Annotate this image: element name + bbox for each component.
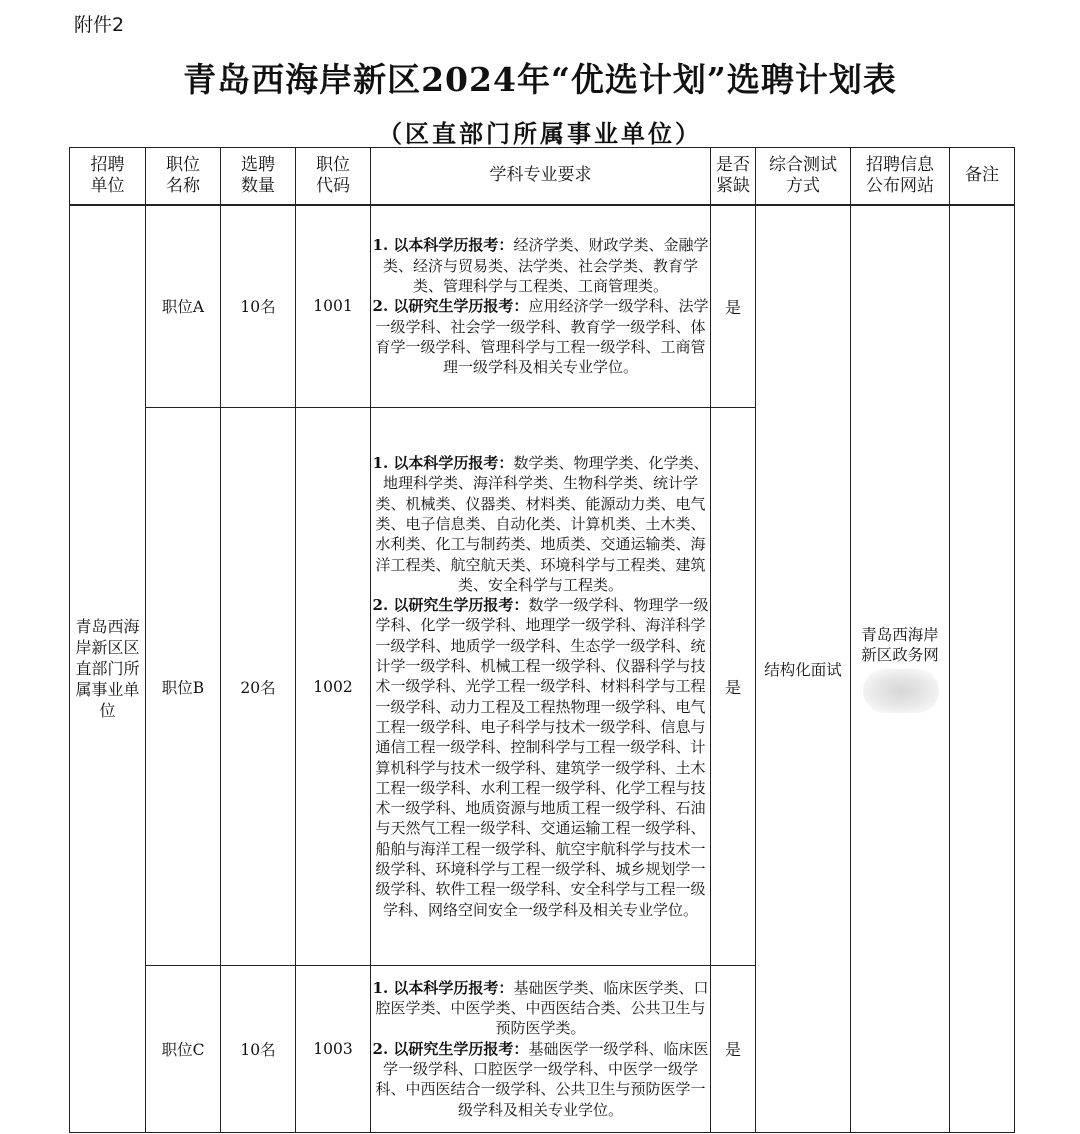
header-test-method: 综合测试 方式 [756, 148, 851, 205]
test-method-cell: 结构化面试 [756, 205, 851, 1133]
requirements-cell [371, 205, 711, 408]
postgrad-majors: 数学一级学科、物理学一级学科、化学一级学科、地理学一级学科、海洋科学一级学科、地质学一级学科、生态学一级学科、统计学一级学科、机械工程一级学科、仪器科学与技术一级学科、光学工程一级学科、材料科学与工程一级学科、动力工程及工程热物理一级学科、电气工程一级学科、电子科学与技术一级学科、信息与通信工程一级学科、控制科学与工程一级学科、计算机科学与技术一级学科、建筑学一级学科、土木工程一级学科、水利工程一级学科、化学工程与技术一级学科、地质资源与地质工程一级学科、石油与天然气工程一级学科、交通运输工程一级学科、船舶与海洋工程一级学科、航空宇航科学与技术一级学科、环境科学与工程一级学科、城乡规划学一级学科、软件工程一级学科、安全科学与工程一级学科、网络空间安全一级学科及相关专业学位。 [375, 596, 709, 919]
postgrad-label: 2. 以研究生学历报考： [372, 596, 529, 615]
blurred-redaction [863, 669, 939, 713]
page-subtitle: （区直部门所属事业单位） [378, 119, 702, 148]
recruiting-unit-cell: 青岛西海岸新区区直部门所属事业单位 [70, 205, 146, 1133]
requirements-cell [371, 965, 711, 1132]
undergrad-label: 1. 以本科学历报考： [372, 454, 514, 473]
header-quantity: 选聘 数量 [221, 148, 296, 205]
undergrad-label: 1. 以本科学历报考： [372, 236, 514, 255]
position-quantity: 10名 [221, 205, 296, 408]
undergrad-majors: 数学类、物理学类、化学类、地理科学类、海洋科学类、生物科学类、统计学类、机械类、仪器类、材料类、能源动力类、电气类、电子信息类、自动化类、计算机类、土木类、水利类、化工与制药类、地质类、交通运输类、海洋工程类、航空航天类、环境科学与工程类、建筑类、安全科学与工程类。 [375, 454, 709, 594]
recruitment-plan-table [69, 147, 1015, 1133]
requirements-cell [371, 408, 711, 966]
position-code: 1002 [296, 408, 371, 966]
header-website: 招聘信息 公布网站 [851, 148, 950, 205]
header-unit: 招聘 单位 [70, 148, 146, 205]
table-row-position-a [70, 205, 1015, 408]
postgrad-label: 2. 以研究生学历报考： [372, 1039, 529, 1058]
urgent-flag: 是 [711, 408, 756, 966]
header-position: 职位 名称 [146, 148, 221, 205]
header-urgent: 是否 紧缺 [711, 148, 756, 205]
website-line-2: 新区政务网 [861, 645, 939, 664]
position-name: 职位C [146, 965, 221, 1132]
postgrad-label: 2. 以研究生学历报考： [372, 297, 529, 316]
header-note: 备注 [950, 148, 1015, 205]
website-line-1: 青岛西海岸 [861, 625, 939, 644]
position-name: 职位A [146, 205, 221, 408]
postgrad-majors: 应用经济学一级学科、法学一级学科、社会学一级学科、教育学一级学科、体育学一级学科、管理科学与工程一级学科、工商管理一级学科及相关专业学位。 [375, 297, 709, 377]
position-name: 职位B [146, 408, 221, 966]
urgent-flag: 是 [711, 205, 756, 408]
urgent-flag: 是 [711, 965, 756, 1132]
undergrad-label: 1. 以本科学历报考： [372, 978, 514, 997]
attachment-label: 附件2 [74, 14, 125, 36]
website-cell [851, 205, 950, 1133]
header-code: 职位 代码 [296, 148, 371, 205]
postgrad-majors: 基础医学一级学科、临床医学一级学科、口腔医学一级学科、中医学一级学科、中西医结合一级学科、公共卫生与预防医学一级学科及相关专业学位。 [375, 1039, 709, 1119]
undergrad-majors: 基础医学类、临床医学类、口腔医学类、中医学类、中西医结合类、公共卫生与预防医学类。 [375, 978, 709, 1038]
page-title: 青岛西海岸新区2024年“优选计划”选聘计划表 [183, 60, 897, 99]
table-header-row [70, 148, 1015, 205]
note-cell [950, 205, 1015, 1133]
header-requirements: 学科专业要求 [371, 148, 711, 205]
position-quantity: 10名 [221, 965, 296, 1132]
position-quantity: 20名 [221, 408, 296, 966]
position-code: 1001 [296, 205, 371, 408]
position-code: 1003 [296, 965, 371, 1132]
undergrad-majors: 经济学类、财政学类、金融学类、经济与贸易类、法学类、社会学类、教育学类、管理科学与工程类、工商管理类。 [382, 236, 709, 295]
